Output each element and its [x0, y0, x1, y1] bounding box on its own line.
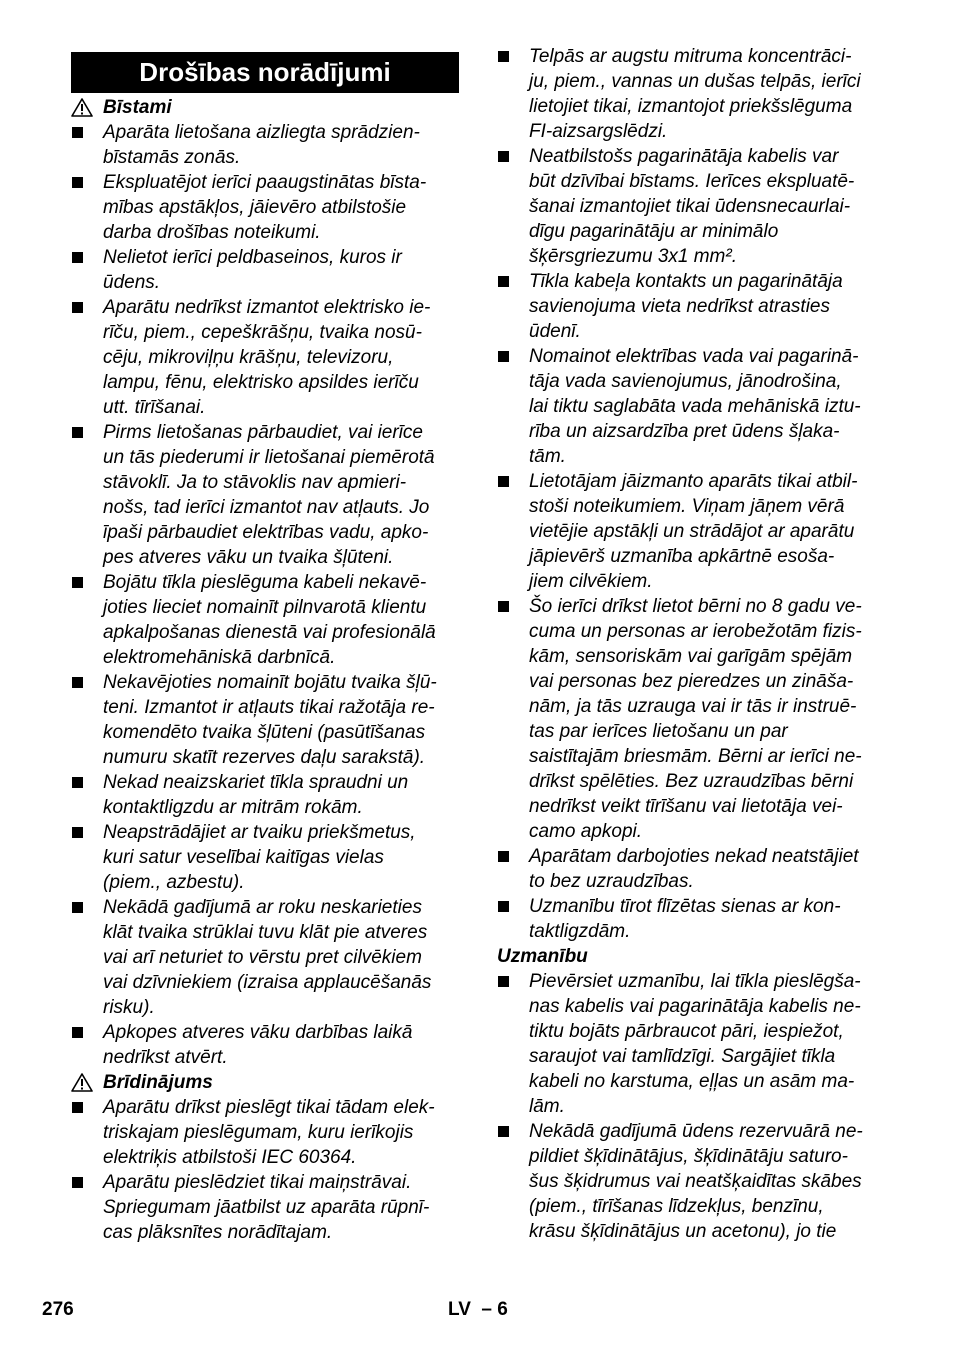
bullet-square-icon — [72, 1102, 83, 1113]
list-item-text: Nomainot elektrības vada vai pagarinā- tāja vada savienojumus, jānodrošina, lai tiktu saglabāta vada mehāniskā iztu- rība un aizsardzība pret ūdens šļaka- tām. — [529, 346, 861, 467]
bullet-square-icon — [498, 51, 509, 62]
list-item-text: Uzmanību tīrot flīzētas sienas ar kon- taktligzdām. — [529, 896, 841, 942]
list-item — [71, 170, 459, 245]
list-item — [497, 469, 889, 594]
list-item — [497, 1119, 889, 1244]
list-item-text: Aparāta lietošana aizliegta sprādzien- bīstamās zonās. — [103, 122, 420, 168]
bullet-square-icon — [72, 827, 83, 838]
list-item-text: Nekādā gadījumā ūdens rezervuārā ne- pildiet šķīdinātājus, šķīdinātāju saturo- šus šķidrumus vai neatšķaidītas skābes (piem., tīrīšanas līdzekļus, benzīnu, krāsu šķīdinātājus un acetonu), jo tie — [529, 1121, 863, 1242]
list-item — [497, 844, 889, 894]
list-item — [71, 1020, 459, 1070]
bullet-square-icon — [498, 976, 509, 987]
bullet-square-icon — [498, 276, 509, 287]
warning-triangle-icon — [71, 1073, 93, 1092]
page-code — [448, 1297, 508, 1322]
list-item — [497, 594, 889, 844]
list-item-text: Nekavējoties nomainīt bojātu tvaika šļū- teni. Izmantot ir atļauts tikai ražotāja re- komendēto tvaika šļūteni (pasūtīšanas numuru skatīt rezerves daļu sarakstā). — [103, 672, 437, 768]
danger-heading — [71, 95, 459, 120]
list-item — [497, 144, 889, 269]
list-item — [71, 295, 459, 420]
list-item-text: Ekspluatējot ierīci paaugstinātas bīsta- mības apstākļos, jāievēro atbilstošie darba drošības noteikumi. — [103, 172, 427, 243]
bullet-square-icon — [72, 677, 83, 688]
bullet-square-icon — [72, 127, 83, 138]
left-column — [71, 52, 459, 1245]
bullet-square-icon — [72, 252, 83, 263]
bullet-square-icon — [72, 777, 83, 788]
bullet-square-icon — [72, 902, 83, 913]
list-item — [71, 820, 459, 895]
list-item — [71, 770, 459, 820]
list-item-text: Apkopes atveres vāku darbības laikā nedrīkst atvērt. — [103, 1022, 413, 1068]
bullet-square-icon — [72, 1027, 83, 1038]
bullet-square-icon — [498, 901, 509, 912]
list-item-text: Aparātu nedrīkst izmantot elektrisko ie- rīču, piem., cepeškrāšņu, tvaika nosū- cēju, mikroviļņu krāšņu, televizoru, lampu, fēnu, elektrisko apsildes ierīču utt. tīrīšanai. — [103, 297, 431, 418]
list-item-text: Nekādā gadījumā ar roku neskarieties klāt tvaika strūklai tuvu klāt pie atveres vai arī neturiet to vērstu pret cilvēkiem vai dzīvniekiem (izraisa applaucēšanās risku). — [103, 897, 432, 1018]
danger-heading-text: Bīstami — [103, 97, 172, 118]
warning-heading — [71, 1070, 459, 1095]
right-column — [497, 44, 889, 1244]
list-item-text: Nelietot ierīci peldbaseinos, kuros ir ūdens. — [103, 247, 402, 293]
bullet-square-icon — [72, 302, 83, 313]
warning-triangle-icon — [71, 98, 93, 117]
bullet-square-icon — [498, 476, 509, 487]
bullet-square-icon — [498, 851, 509, 862]
list-item-text: Lietotājam jāizmanto aparāts tikai atbil- stoši noteikumiem. Viņam jāņem vērā vietējie apstākļi un strādājot ar aparātu jāpievērš uzmanība apkārtnē esoša- jiem cilvēkiem. — [529, 471, 858, 592]
list-item — [497, 344, 889, 469]
list-item — [71, 1095, 459, 1170]
bullet-square-icon — [498, 351, 509, 362]
bullet-square-icon — [498, 1126, 509, 1137]
warning-heading-text: Brīdinājums — [103, 1072, 213, 1093]
page-code-text: LV – 6 — [448, 1299, 508, 1320]
bullet-square-icon — [72, 577, 83, 588]
list-item — [71, 1170, 459, 1245]
list-item — [497, 894, 889, 944]
safety-list — [497, 44, 889, 944]
caution-heading: Uzmanību — [497, 946, 588, 967]
list-item-text: Tīkla kabeļa kontakts un pagarinātāja savienojuma vieta nedrīkst atrasties ūdenī. — [529, 271, 843, 342]
list-item — [497, 44, 889, 144]
list-item — [71, 895, 459, 1020]
list-item — [71, 570, 459, 670]
list-item-text: Telpās ar augstu mitruma koncentrāci- ju, piem., vannas un dušas telpās, ierīci lietojiet tikai, izmantojot priekšslēguma FI-aizsargslēdzi. — [529, 46, 861, 142]
bullet-square-icon — [72, 177, 83, 188]
list-item — [71, 670, 459, 770]
list-item-text: Nekad neaizskariet tīkla spraudni un kontaktligzdu ar mitrām rokām. — [103, 772, 409, 818]
list-item-text: Neatbilstošs pagarinātāja kabelis var būt dzīvībai bīstams. Ierīces ekspluatē- šanai izmantojiet tikai ūdensnecaurlai- dīgu pagarinātāju ar minimālo šķērsgriezumu 3x1 mm². — [529, 146, 855, 267]
caution-list — [497, 969, 889, 1244]
list-item-text: Neapstrādājiet ar tvaiku priekšmetus, kuri satur veselībai kaitīgas vielas (piem., azbestu). — [103, 822, 416, 893]
list-item-text: Pirms lietošanas pārbaudiet, vai ierīce un tās piederumi ir lietošanai piemērotā stāvoklī. Ja to stāvoklis nav apmieri- nošs, tad ierīci izmantot nav atļauts. Jo īpaši pārbaudiet elektrības vadu, apko- pes atveres vāku un tvaika šļūteni. — [103, 422, 435, 568]
list-item-text: Aparātam darbojoties nekad neatstājiet to bez uzraudzības. — [529, 846, 859, 892]
list-item — [497, 969, 889, 1119]
page-number: 276 — [42, 1299, 74, 1320]
section-title: Drošības norādījumi — [71, 52, 459, 93]
danger-list — [71, 120, 459, 1070]
list-item-text: Šo ierīci drīkst lietot bērni no 8 gadu ve- cuma un personas ar ierobežotām fizis- kām, sensoriskām vai garīgām spējām vai personas bez pieredzes un zināša- nām, ja tās uzrauga vai ir tās ir instruē- tas par ierīces lietošanu un par saistītajām briesmām. Bērni ar ierīci ne- drīkst spēlēties. Bez uzraudzības bērni nedrīkst veikt tīrīšanu vai lietotāja vei- camo apkopi. — [529, 596, 862, 842]
list-item — [71, 120, 459, 170]
list-item — [497, 269, 889, 344]
warning-list — [71, 1095, 459, 1245]
list-item-text: Pievērsiet uzmanību, lai tīkla pieslēgša- nas kabelis vai pagarinātāja kabelis ne- tiktu bojāts pārbraucot pāri, iespiežot, saraujot vai tamlīdzīgi. Sargājiet tīkla kabeli no karstuma, eļļas un asām ma- lām. — [529, 971, 861, 1117]
bullet-square-icon — [72, 427, 83, 438]
bullet-square-icon — [498, 601, 509, 612]
list-item-text: Bojātu tīkla pieslēguma kabeli nekavē- joties lieciet nomainīt pilnvarotā klientu apkalpošanas dienestā vai profesionālā elektromehāniskā darbnīcā. — [103, 572, 436, 668]
bullet-square-icon — [72, 1177, 83, 1188]
list-item — [71, 245, 459, 295]
list-item-text: Aparātu drīkst pieslēgt tikai tādam elek- triskajam pieslēgumam, kuru ierīkojis elektriķis atbilstoši IEC 60364. — [103, 1097, 435, 1168]
bullet-square-icon — [498, 151, 509, 162]
list-item — [71, 420, 459, 570]
list-item-text: Aparātu pieslēdziet tikai maiņstrāvai. Spriegumam jāatbilst uz aparāta rūpnī- cas plāksnītes norādītajam. — [103, 1172, 430, 1243]
